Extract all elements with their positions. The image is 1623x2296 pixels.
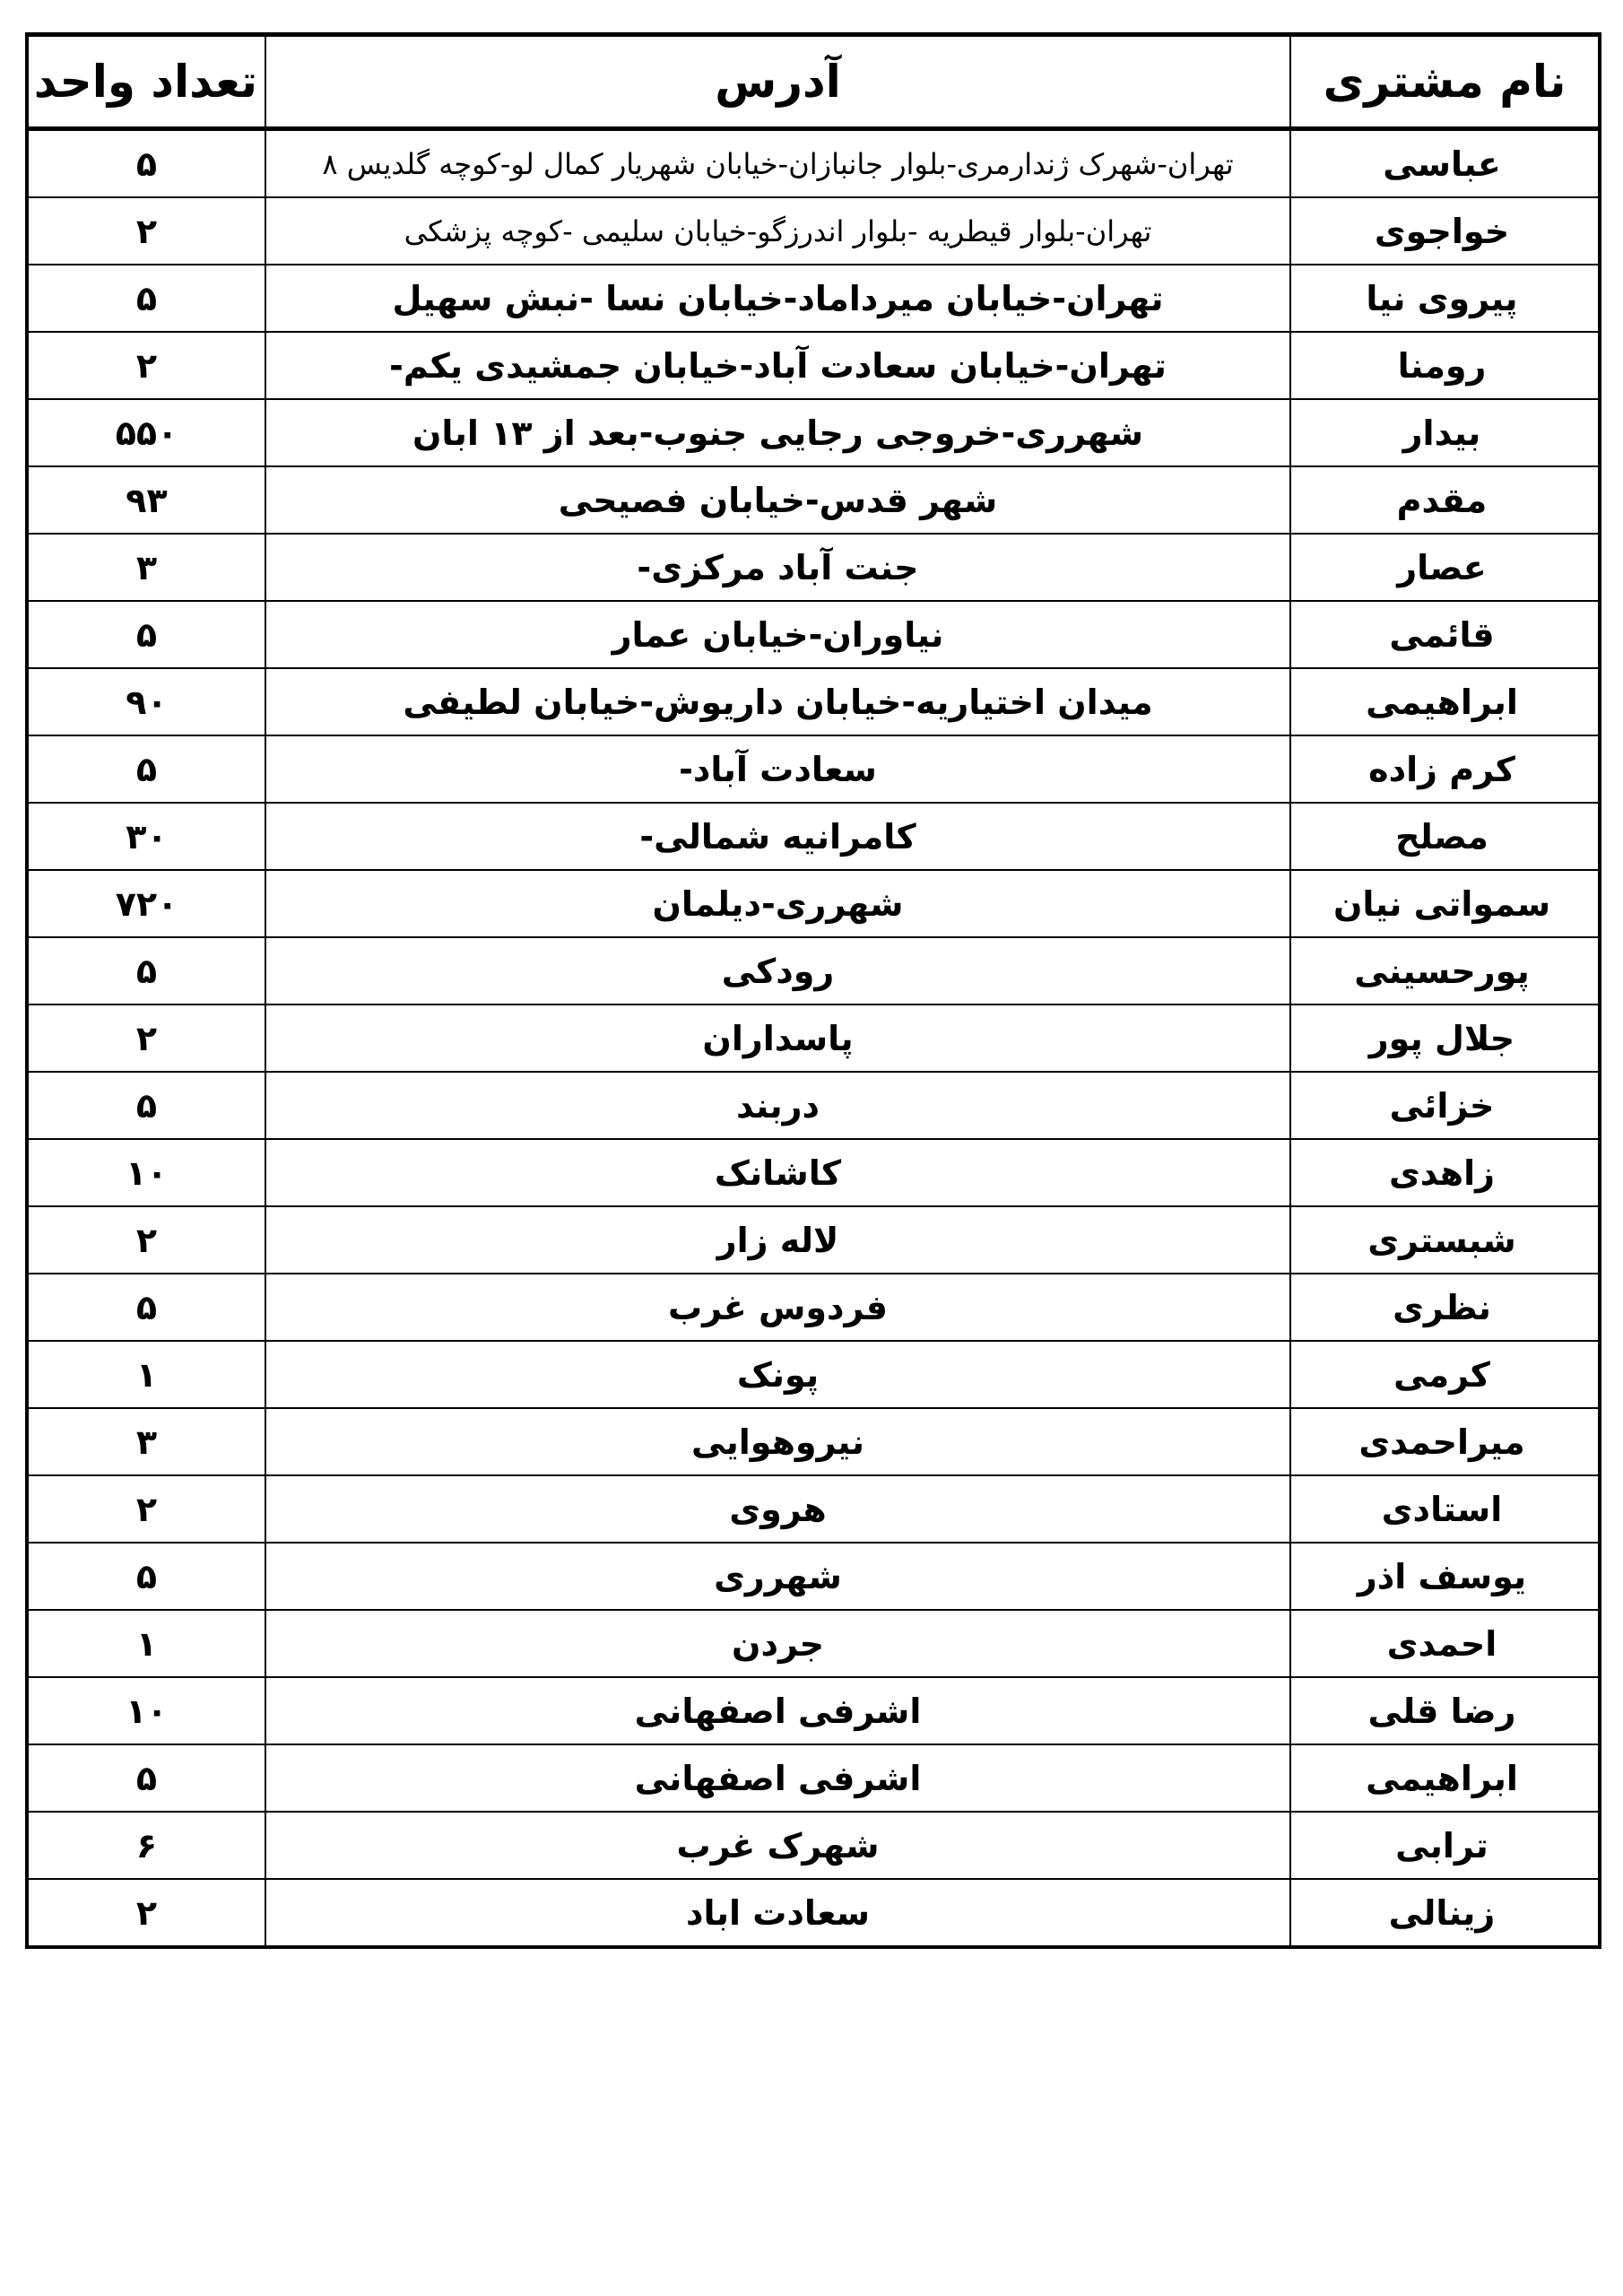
customer-name-cell: ابراهیمی	[1290, 668, 1600, 735]
table-row	[27, 803, 1600, 870]
address-cell: تهران-شهرک ژندارمری-بلوار جانبازان-خیابان شهریار کمال لو-کوچه گلدیس ۸	[265, 129, 1290, 198]
unit-count-cell: ۶	[27, 1812, 265, 1879]
customer-name-cell: رضا قلی	[1290, 1677, 1600, 1744]
table-body	[27, 129, 1600, 1948]
address-cell: شهرک غرب	[265, 1812, 1290, 1879]
customer-name-cell: میراحمدی	[1290, 1408, 1600, 1475]
customer-name-cell: استادی	[1290, 1475, 1600, 1543]
table-row	[27, 1879, 1600, 1947]
table-row	[27, 1744, 1600, 1812]
unit-count-cell: ۱۰	[27, 1139, 265, 1206]
customer-name-cell: پورحسینی	[1290, 937, 1600, 1004]
customer-name-cell: زینالی	[1290, 1879, 1600, 1947]
address-cell: فردوس غرب	[265, 1274, 1290, 1341]
address-cell: تهران-بلوار قیطریه -بلوار اندرزگو-خیابان سلیمی -کوچه پزشکی	[265, 197, 1290, 265]
table-row	[27, 332, 1600, 399]
address-cell: شهرری-دیلمان	[265, 870, 1290, 937]
customer-table	[25, 32, 1601, 1949]
customer-name-cell: جلال پور	[1290, 1004, 1600, 1072]
table-row	[27, 1072, 1600, 1139]
customer-name-cell: ترابی	[1290, 1812, 1600, 1879]
address-cell: هروی	[265, 1475, 1290, 1543]
table-row	[27, 466, 1600, 534]
customer-name-cell: یوسف اذر	[1290, 1543, 1600, 1610]
table-row	[27, 399, 1600, 466]
unit-count-cell: ۵	[27, 735, 265, 803]
unit-count-cell: ۹۳	[27, 466, 265, 534]
unit-count-cell: ۲	[27, 332, 265, 399]
unit-count-cell: ۵	[27, 265, 265, 332]
header-address: آدرس	[265, 35, 1290, 129]
address-cell: شهرری	[265, 1543, 1290, 1610]
address-cell: رودکی	[265, 937, 1290, 1004]
customer-name-cell: عصار	[1290, 534, 1600, 601]
table-row	[27, 129, 1600, 198]
unit-count-cell: ۵۵۰	[27, 399, 265, 466]
table-row	[27, 870, 1600, 937]
table-row	[27, 1274, 1600, 1341]
address-cell: شهرری-خروجی رجایی جنوب-بعد از ۱۳ ابان	[265, 399, 1290, 466]
customer-name-cell: قائمی	[1290, 601, 1600, 668]
unit-count-cell: ۳۰	[27, 803, 265, 870]
address-cell: پونک	[265, 1341, 1290, 1408]
customer-name-cell: پیروی نیا	[1290, 265, 1600, 332]
unit-count-cell: ۲	[27, 1206, 265, 1274]
table-row	[27, 1341, 1600, 1408]
customer-name-cell: مصلح	[1290, 803, 1600, 870]
unit-count-cell: ۱	[27, 1610, 265, 1677]
customer-name-cell: نظری	[1290, 1274, 1600, 1341]
address-cell: جنت آباد مرکزی-	[265, 534, 1290, 601]
table-row	[27, 1543, 1600, 1610]
table-row	[27, 1812, 1600, 1879]
unit-count-cell: ۲	[27, 1879, 265, 1947]
table-row	[27, 1475, 1600, 1543]
table-row	[27, 1139, 1600, 1206]
table-row	[27, 1004, 1600, 1072]
customer-name-cell: شبستری	[1290, 1206, 1600, 1274]
address-cell: کاشانک	[265, 1139, 1290, 1206]
unit-count-cell: ۷۲۰	[27, 870, 265, 937]
address-cell: نیروهوایی	[265, 1408, 1290, 1475]
unit-count-cell: ۲	[27, 1475, 265, 1543]
address-cell: تهران-خیابان سعادت آباد-خیابان جمشیدی یکم-	[265, 332, 1290, 399]
customer-name-cell: مقدم	[1290, 466, 1600, 534]
table-row	[27, 601, 1600, 668]
table-row	[27, 197, 1600, 265]
unit-count-cell: ۵	[27, 129, 265, 198]
customer-name-cell: رومنا	[1290, 332, 1600, 399]
table-row	[27, 1610, 1600, 1677]
customer-name-cell: خواجوی	[1290, 197, 1600, 265]
customer-name-cell: خزائی	[1290, 1072, 1600, 1139]
unit-count-cell: ۵	[27, 937, 265, 1004]
unit-count-cell: ۵	[27, 1274, 265, 1341]
address-cell: شهر قدس-خیابان فصیحی	[265, 466, 1290, 534]
unit-count-cell: ۵	[27, 1072, 265, 1139]
customer-name-cell: زاهدی	[1290, 1139, 1600, 1206]
unit-count-cell: ۲	[27, 197, 265, 265]
document-sheet	[25, 32, 1598, 1949]
address-cell: پاسداران	[265, 1004, 1290, 1072]
table-row	[27, 735, 1600, 803]
customer-name-cell: کرمی	[1290, 1341, 1600, 1408]
table-row	[27, 1206, 1600, 1274]
customer-name-cell: سمواتی نیان	[1290, 870, 1600, 937]
address-cell: لاله زار	[265, 1206, 1290, 1274]
address-cell: جردن	[265, 1610, 1290, 1677]
customer-name-cell: ابراهیمی	[1290, 1744, 1600, 1812]
table-row	[27, 265, 1600, 332]
customer-name-cell: کرم زاده	[1290, 735, 1600, 803]
address-cell: دربند	[265, 1072, 1290, 1139]
unit-count-cell: ۳	[27, 1408, 265, 1475]
unit-count-cell: ۲	[27, 1004, 265, 1072]
unit-count-cell: ۵	[27, 1744, 265, 1812]
header-unit-count: تعداد واحد	[27, 35, 265, 129]
customer-name-cell: عباسی	[1290, 129, 1600, 198]
unit-count-cell: ۹۰	[27, 668, 265, 735]
address-cell: نیاوران-خیابان عمار	[265, 601, 1290, 668]
unit-count-cell: ۵	[27, 601, 265, 668]
address-cell: اشرفی اصفهانی	[265, 1744, 1290, 1812]
table-row	[27, 1408, 1600, 1475]
address-cell: میدان اختیاریه-خیابان داریوش-خیابان لطیفی	[265, 668, 1290, 735]
unit-count-cell: ۵	[27, 1543, 265, 1610]
unit-count-cell: ۱۰	[27, 1677, 265, 1744]
unit-count-cell: ۳	[27, 534, 265, 601]
address-cell: سعادت آباد-	[265, 735, 1290, 803]
address-cell: تهران-خیابان میرداماد-خیابان نسا -نبش سهیل	[265, 265, 1290, 332]
table-row	[27, 937, 1600, 1004]
address-cell: کامرانیه شمالی-	[265, 803, 1290, 870]
table-row	[27, 534, 1600, 601]
address-cell: اشرفی اصفهانی	[265, 1677, 1290, 1744]
customer-name-cell: بیدار	[1290, 399, 1600, 466]
address-cell: سعادت اباد	[265, 1879, 1290, 1947]
unit-count-cell: ۱	[27, 1341, 265, 1408]
header-customer-name: نام مشتری	[1290, 35, 1600, 129]
header-row	[27, 35, 1600, 129]
table-row	[27, 1677, 1600, 1744]
customer-name-cell: احمدی	[1290, 1610, 1600, 1677]
table-row	[27, 668, 1600, 735]
